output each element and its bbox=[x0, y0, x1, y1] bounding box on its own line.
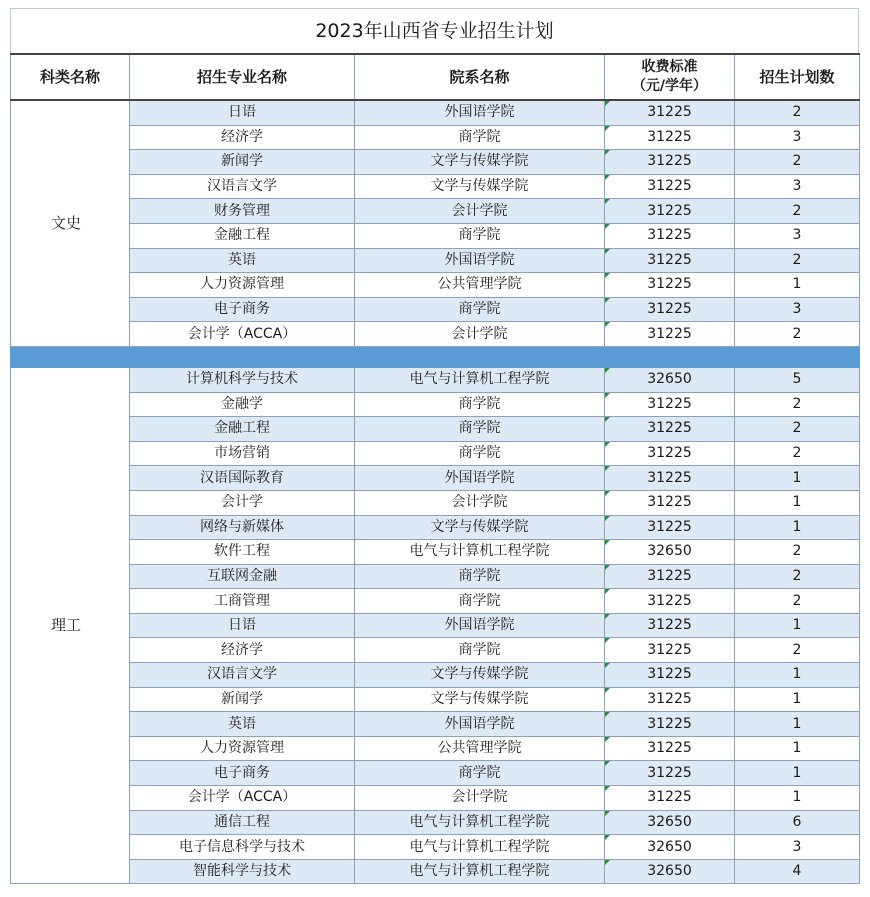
fee-cell: 32650 bbox=[605, 859, 735, 884]
college-cell: 文学与传媒学院 bbox=[355, 687, 605, 712]
college-cell: 会计学院 bbox=[355, 490, 605, 515]
plan-cell: 1 bbox=[735, 761, 860, 786]
fee-cell: 31225 bbox=[605, 174, 735, 199]
fee-cell: 31225 bbox=[605, 223, 735, 248]
major-cell: 汉语国际教育 bbox=[130, 466, 355, 491]
table-row bbox=[11, 835, 860, 860]
table-row bbox=[11, 589, 860, 614]
fee-cell: 31225 bbox=[605, 322, 735, 347]
fee-cell: 31225 bbox=[605, 125, 735, 150]
header-fee-line2: （元/学年） bbox=[631, 78, 708, 94]
major-cell: 经济学 bbox=[130, 125, 355, 150]
plan-cell: 3 bbox=[735, 125, 860, 150]
plan-cell: 3 bbox=[735, 223, 860, 248]
college-cell: 电气与计算机工程学院 bbox=[355, 540, 605, 565]
plan-cell: 2 bbox=[735, 150, 860, 175]
fee-cell: 32650 bbox=[605, 810, 735, 835]
header-plan: 招生计划数 bbox=[735, 54, 860, 100]
fee-cell: 31225 bbox=[605, 663, 735, 688]
table-row bbox=[11, 687, 860, 712]
header-category: 科类名称 bbox=[11, 54, 130, 100]
college-cell: 商学院 bbox=[355, 638, 605, 663]
table-row bbox=[11, 199, 860, 224]
table-row bbox=[11, 417, 860, 442]
college-cell: 文学与传媒学院 bbox=[355, 150, 605, 175]
table-row bbox=[11, 515, 860, 540]
major-cell: 新闻学 bbox=[130, 687, 355, 712]
college-cell: 电气与计算机工程学院 bbox=[355, 859, 605, 884]
plan-cell: 2 bbox=[735, 100, 860, 125]
table-body bbox=[11, 100, 860, 884]
major-cell: 金融工程 bbox=[130, 417, 355, 442]
major-cell: 汉语言文学 bbox=[130, 174, 355, 199]
fee-cell: 31225 bbox=[605, 490, 735, 515]
major-cell: 英语 bbox=[130, 248, 355, 273]
fee-cell: 31225 bbox=[605, 297, 735, 322]
table-row bbox=[11, 466, 860, 491]
fee-cell: 31225 bbox=[605, 199, 735, 224]
major-cell: 计算机科学与技术 bbox=[130, 367, 355, 392]
college-cell: 外国语学院 bbox=[355, 100, 605, 125]
plan-cell: 2 bbox=[735, 638, 860, 663]
college-cell: 会计学院 bbox=[355, 786, 605, 811]
table-row bbox=[11, 490, 860, 515]
plan-cell: 2 bbox=[735, 441, 860, 466]
plan-cell: 2 bbox=[735, 564, 860, 589]
page-title: 2023年山西省专业招生计划 bbox=[10, 8, 859, 53]
fee-cell: 32650 bbox=[605, 367, 735, 392]
plan-cell: 1 bbox=[735, 712, 860, 737]
major-cell: 日语 bbox=[130, 613, 355, 638]
table-row bbox=[11, 736, 860, 761]
college-cell: 文学与传媒学院 bbox=[355, 663, 605, 688]
major-cell: 电子信息科学与技术 bbox=[130, 835, 355, 860]
major-cell: 英语 bbox=[130, 712, 355, 737]
table-row bbox=[11, 712, 860, 737]
plan-cell: 2 bbox=[735, 392, 860, 417]
plan-cell: 3 bbox=[735, 835, 860, 860]
plan-cell: 2 bbox=[735, 417, 860, 442]
major-cell: 市场营销 bbox=[130, 441, 355, 466]
plan-cell: 6 bbox=[735, 810, 860, 835]
group-separator bbox=[11, 346, 860, 367]
table-row bbox=[11, 174, 860, 199]
fee-cell: 31225 bbox=[605, 687, 735, 712]
fee-cell: 31225 bbox=[605, 100, 735, 125]
table-row bbox=[11, 392, 860, 417]
plan-cell: 1 bbox=[735, 613, 860, 638]
college-cell: 文学与传媒学院 bbox=[355, 174, 605, 199]
college-cell: 电气与计算机工程学院 bbox=[355, 367, 605, 392]
plan-cell: 1 bbox=[735, 490, 860, 515]
college-cell: 商学院 bbox=[355, 125, 605, 150]
plan-cell: 5 bbox=[735, 367, 860, 392]
fee-cell: 32650 bbox=[605, 540, 735, 565]
fee-cell: 31225 bbox=[605, 150, 735, 175]
plan-cell: 2 bbox=[735, 589, 860, 614]
college-cell: 外国语学院 bbox=[355, 613, 605, 638]
header-college: 院系名称 bbox=[355, 54, 605, 100]
fee-cell: 31225 bbox=[605, 786, 735, 811]
table-row bbox=[11, 125, 860, 150]
fee-cell: 31225 bbox=[605, 613, 735, 638]
table-row bbox=[11, 663, 860, 688]
category-cell: 理工 bbox=[11, 367, 130, 883]
major-cell: 电子商务 bbox=[130, 297, 355, 322]
table-row bbox=[11, 150, 860, 175]
college-cell: 外国语学院 bbox=[355, 248, 605, 273]
category-cell: 文史 bbox=[11, 100, 130, 346]
major-cell: 软件工程 bbox=[130, 540, 355, 565]
plan-cell: 1 bbox=[735, 515, 860, 540]
college-cell: 会计学院 bbox=[355, 199, 605, 224]
college-cell: 商学院 bbox=[355, 417, 605, 442]
plan-cell: 1 bbox=[735, 687, 860, 712]
major-cell: 会计学（ACCA） bbox=[130, 786, 355, 811]
plan-cell: 1 bbox=[735, 786, 860, 811]
major-cell: 财务管理 bbox=[130, 199, 355, 224]
major-cell: 智能科学与技术 bbox=[130, 859, 355, 884]
plan-cell: 2 bbox=[735, 540, 860, 565]
college-cell: 文学与传媒学院 bbox=[355, 515, 605, 540]
college-cell: 商学院 bbox=[355, 761, 605, 786]
college-cell: 外国语学院 bbox=[355, 712, 605, 737]
fee-cell: 31225 bbox=[605, 736, 735, 761]
fee-cell: 31225 bbox=[605, 515, 735, 540]
fee-cell: 31225 bbox=[605, 589, 735, 614]
plan-cell: 1 bbox=[735, 736, 860, 761]
college-cell: 商学院 bbox=[355, 223, 605, 248]
table-row bbox=[11, 367, 860, 392]
major-cell: 金融工程 bbox=[130, 223, 355, 248]
table-row bbox=[11, 638, 860, 663]
table-row bbox=[11, 100, 860, 125]
plan-cell: 1 bbox=[735, 273, 860, 298]
college-cell: 商学院 bbox=[355, 297, 605, 322]
major-cell: 会计学（ACCA） bbox=[130, 322, 355, 347]
plan-cell: 2 bbox=[735, 248, 860, 273]
fee-cell: 31225 bbox=[605, 761, 735, 786]
fee-cell: 32650 bbox=[605, 835, 735, 860]
major-cell: 通信工程 bbox=[130, 810, 355, 835]
enrollment-table bbox=[10, 53, 860, 884]
table-row bbox=[11, 223, 860, 248]
major-cell: 工商管理 bbox=[130, 589, 355, 614]
major-cell: 人力资源管理 bbox=[130, 736, 355, 761]
college-cell: 商学院 bbox=[355, 392, 605, 417]
plan-cell: 3 bbox=[735, 174, 860, 199]
major-cell: 会计学 bbox=[130, 490, 355, 515]
major-cell: 互联网金融 bbox=[130, 564, 355, 589]
plan-cell: 4 bbox=[735, 859, 860, 884]
plan-cell: 1 bbox=[735, 466, 860, 491]
fee-cell: 31225 bbox=[605, 712, 735, 737]
table-row bbox=[11, 761, 860, 786]
major-cell: 电子商务 bbox=[130, 761, 355, 786]
table-row bbox=[11, 859, 860, 884]
table-row bbox=[11, 322, 860, 347]
header-major: 招生专业名称 bbox=[130, 54, 355, 100]
plan-cell: 1 bbox=[735, 663, 860, 688]
table-row bbox=[11, 564, 860, 589]
college-cell: 电气与计算机工程学院 bbox=[355, 835, 605, 860]
table-row bbox=[11, 248, 860, 273]
fee-cell: 31225 bbox=[605, 248, 735, 273]
table-row bbox=[11, 297, 860, 322]
college-cell: 公共管理学院 bbox=[355, 273, 605, 298]
table-row bbox=[11, 273, 860, 298]
header-fee-line1: 收费标准 bbox=[641, 59, 698, 75]
major-cell: 日语 bbox=[130, 100, 355, 125]
header-fee bbox=[605, 54, 735, 100]
major-cell: 新闻学 bbox=[130, 150, 355, 175]
college-cell: 商学院 bbox=[355, 589, 605, 614]
major-cell: 经济学 bbox=[130, 638, 355, 663]
college-cell: 公共管理学院 bbox=[355, 736, 605, 761]
fee-cell: 31225 bbox=[605, 273, 735, 298]
table-row bbox=[11, 786, 860, 811]
table-row bbox=[11, 613, 860, 638]
fee-cell: 31225 bbox=[605, 564, 735, 589]
plan-cell: 3 bbox=[735, 297, 860, 322]
college-cell: 商学院 bbox=[355, 441, 605, 466]
fee-cell: 31225 bbox=[605, 638, 735, 663]
plan-cell: 2 bbox=[735, 322, 860, 347]
college-cell: 商学院 bbox=[355, 564, 605, 589]
fee-cell: 31225 bbox=[605, 441, 735, 466]
major-cell: 网络与新媒体 bbox=[130, 515, 355, 540]
college-cell: 会计学院 bbox=[355, 322, 605, 347]
college-cell: 电气与计算机工程学院 bbox=[355, 810, 605, 835]
college-cell: 外国语学院 bbox=[355, 466, 605, 491]
table-row bbox=[11, 810, 860, 835]
plan-cell: 2 bbox=[735, 199, 860, 224]
major-cell: 汉语言文学 bbox=[130, 663, 355, 688]
enrollment-plan-sheet bbox=[10, 8, 859, 884]
separator-bar bbox=[11, 346, 860, 367]
fee-cell: 31225 bbox=[605, 392, 735, 417]
table-header bbox=[11, 54, 860, 100]
major-cell: 人力资源管理 bbox=[130, 273, 355, 298]
major-cell: 金融学 bbox=[130, 392, 355, 417]
fee-cell: 31225 bbox=[605, 417, 735, 442]
fee-cell: 31225 bbox=[605, 466, 735, 491]
table-row bbox=[11, 540, 860, 565]
table-row bbox=[11, 441, 860, 466]
